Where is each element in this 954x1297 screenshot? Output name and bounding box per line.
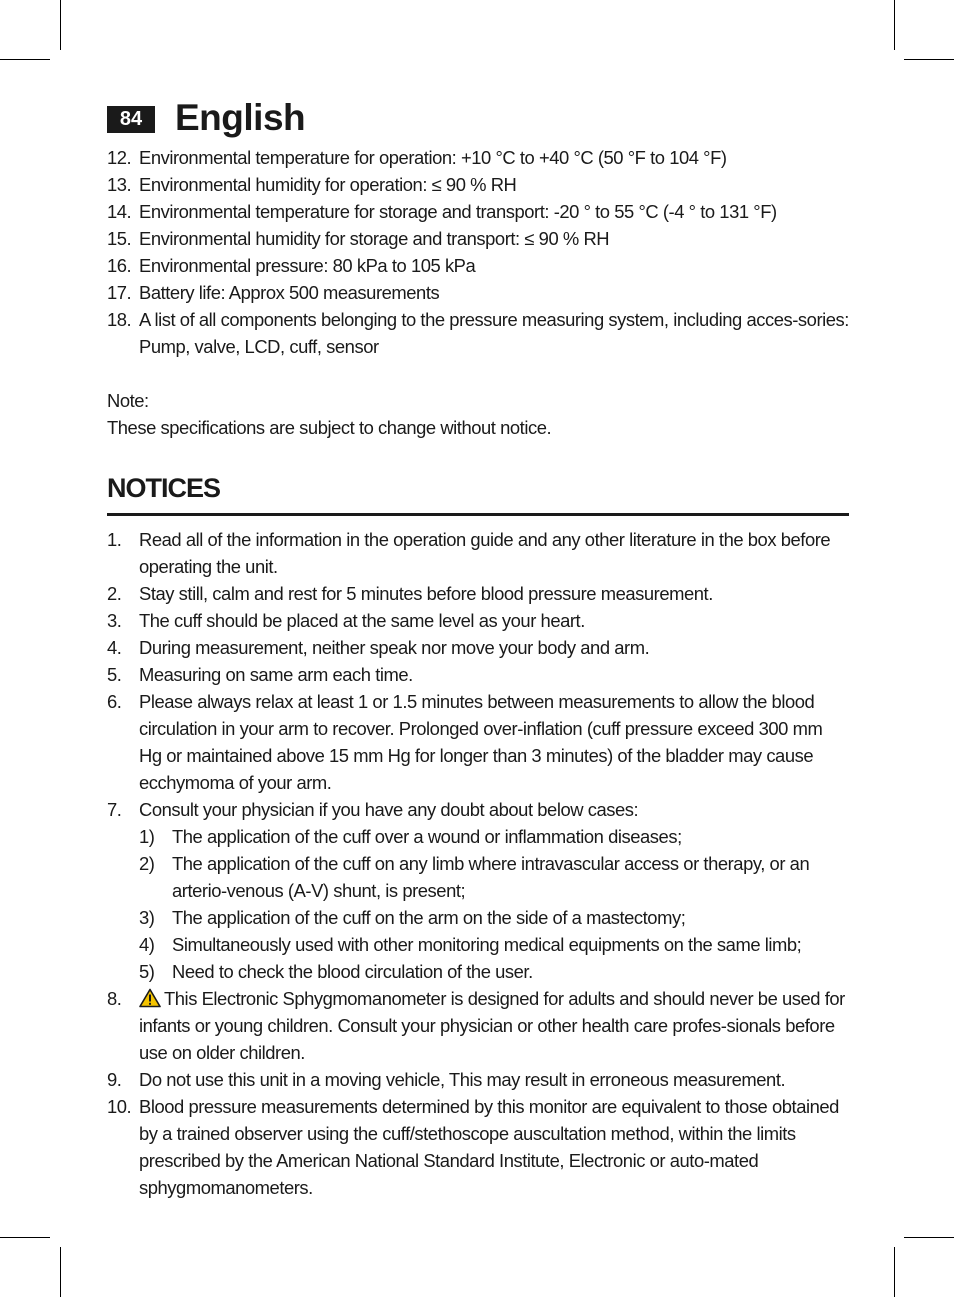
list-item bbox=[107, 198, 849, 225]
crop-mark bbox=[894, 1247, 895, 1297]
sub-item-number: 1) bbox=[139, 826, 155, 847]
item-text: Measuring on same arm each time. bbox=[139, 664, 413, 685]
item-text: Environmental pressure: 80 kPa to 105 kPa bbox=[139, 255, 476, 276]
cases-sublist bbox=[139, 823, 849, 985]
list-item bbox=[107, 306, 849, 360]
item-body bbox=[139, 985, 849, 1066]
sub-item-text: The application of the cuff on any limb where intravascular access or therapy, or an arterio-venous (A-V) shunt, is present; bbox=[172, 853, 810, 901]
page-content bbox=[107, 144, 849, 1201]
item-number: 17. bbox=[107, 282, 132, 303]
sub-item-number: 3) bbox=[139, 907, 155, 928]
page-header bbox=[107, 96, 305, 140]
item-text: Environmental temperature for operation: +10 °C to +40 °C (50 °F to 104 °F) bbox=[139, 147, 727, 168]
crop-mark bbox=[904, 59, 954, 60]
sub-item-text: The application of the cuff over a wound or inflammation diseases; bbox=[172, 826, 682, 847]
item-text: Consult your physician if you have any doubt about below cases: bbox=[139, 799, 639, 820]
sub-list-item bbox=[139, 823, 849, 850]
list-item bbox=[107, 252, 849, 279]
item-number: 13. bbox=[107, 174, 132, 195]
sub-item-text: The application of the cuff on the arm on the side of a mastectomy; bbox=[172, 907, 686, 928]
item-text: During measurement, neither speak nor move your body and arm. bbox=[139, 637, 650, 658]
crop-mark bbox=[0, 59, 50, 60]
list-item bbox=[107, 1066, 849, 1093]
item-text: Do not use this unit in a moving vehicle, This may result in erroneous measurement. bbox=[139, 1069, 786, 1090]
sub-item-number: 4) bbox=[139, 934, 155, 955]
list-item bbox=[107, 634, 849, 661]
sub-item-number: 5) bbox=[139, 961, 155, 982]
sub-item-text: Need to check the blood circulation of the user. bbox=[172, 961, 533, 982]
warning-triangle-icon bbox=[139, 988, 161, 1008]
page-number-badge: 84 bbox=[107, 106, 155, 133]
item-number: 10. bbox=[107, 1096, 132, 1117]
item-number: 18. bbox=[107, 309, 132, 330]
note-text: These specifications are subject to change without notice. bbox=[107, 417, 552, 438]
sub-list-item bbox=[139, 958, 849, 985]
list-item bbox=[107, 607, 849, 634]
list-item bbox=[107, 688, 849, 796]
item-number: 7. bbox=[107, 799, 122, 820]
sub-list-item bbox=[139, 904, 849, 931]
crop-mark bbox=[60, 1247, 61, 1297]
item-number: 3. bbox=[107, 610, 122, 631]
item-text: Blood pressure measurements determined by this monitor are equivalent to those obtained by a trained observer using the cuff/stethoscope auscultation method, within the limits prescribed by the American National Standard Institute, Electronic or auto-mated sphygmomanometers. bbox=[139, 1096, 839, 1198]
crop-mark bbox=[904, 1237, 954, 1238]
item-text: Environmental temperature for storage and transport: -20 ° to 55 °C (-4 ° to 131 °F) bbox=[139, 201, 777, 222]
item-text: The cuff should be placed at the same level as your heart. bbox=[139, 610, 585, 631]
list-item bbox=[107, 661, 849, 688]
item-body bbox=[139, 796, 849, 985]
item-text: Stay still, calm and rest for 5 minutes before blood pressure measurement. bbox=[139, 583, 713, 604]
item-number: 15. bbox=[107, 228, 132, 249]
list-item bbox=[107, 580, 849, 607]
list-item bbox=[107, 144, 849, 171]
specifications-list bbox=[107, 144, 849, 360]
item-number: 16. bbox=[107, 255, 132, 276]
item-number: 8. bbox=[107, 988, 122, 1009]
item-text: Environmental humidity for operation: ≤ 90 % RH bbox=[139, 174, 517, 195]
list-item bbox=[107, 985, 849, 1066]
item-number: 4. bbox=[107, 637, 122, 658]
item-number: 12. bbox=[107, 147, 132, 168]
list-item bbox=[107, 526, 849, 580]
sub-item-number: 2) bbox=[139, 853, 155, 874]
list-item bbox=[107, 796, 849, 985]
note-label: Note: bbox=[107, 390, 149, 411]
item-text: Battery life: Approx 500 measurements bbox=[139, 282, 440, 303]
note-block bbox=[107, 387, 849, 441]
sub-list-item bbox=[139, 931, 849, 958]
list-item bbox=[107, 225, 849, 252]
list-item bbox=[107, 171, 849, 198]
list-item bbox=[107, 279, 849, 306]
sub-list-item bbox=[139, 850, 849, 904]
item-number: 9. bbox=[107, 1069, 122, 1090]
crop-mark bbox=[0, 1237, 50, 1238]
item-number: 14. bbox=[107, 201, 132, 222]
item-number: 1. bbox=[107, 529, 122, 550]
crop-mark bbox=[60, 0, 61, 50]
item-number: 2. bbox=[107, 583, 122, 604]
item-text: This Electronic Sphygmomanometer is designed for adults and should never be used for infants or young children. Consult your physician or other health care profes-sionals before use on older children. bbox=[139, 988, 845, 1063]
crop-mark bbox=[894, 0, 895, 50]
list-item bbox=[107, 1093, 849, 1201]
item-text: A list of all components belonging to the pressure measuring system, including acces-sories: Pump, valve, LCD, cuff, sensor bbox=[139, 309, 849, 357]
item-number: 5. bbox=[107, 664, 122, 685]
notices-list bbox=[107, 526, 849, 1201]
item-number: 6. bbox=[107, 691, 122, 712]
language-title: English bbox=[175, 97, 306, 138]
item-text: Environmental humidity for storage and transport: ≤ 90 % RH bbox=[139, 228, 610, 249]
item-text: Read all of the information in the operation guide and any other literature in the box before operating the unit. bbox=[139, 529, 831, 577]
item-text: Please always relax at least 1 or 1.5 minutes between measurements to allow the blood circulation in your arm to recover. Prolonged over-inflation (cuff pressure exceed 300 mm Hg or maintained above 15 mm Hg for longer than 3 minutes) of the bladder may cause ecchymoma of your arm. bbox=[139, 691, 823, 793]
sub-item-text: Simultaneously used with other monitoring medical equipments on the same limb; bbox=[172, 934, 802, 955]
notices-heading: NOTICES bbox=[107, 471, 849, 516]
